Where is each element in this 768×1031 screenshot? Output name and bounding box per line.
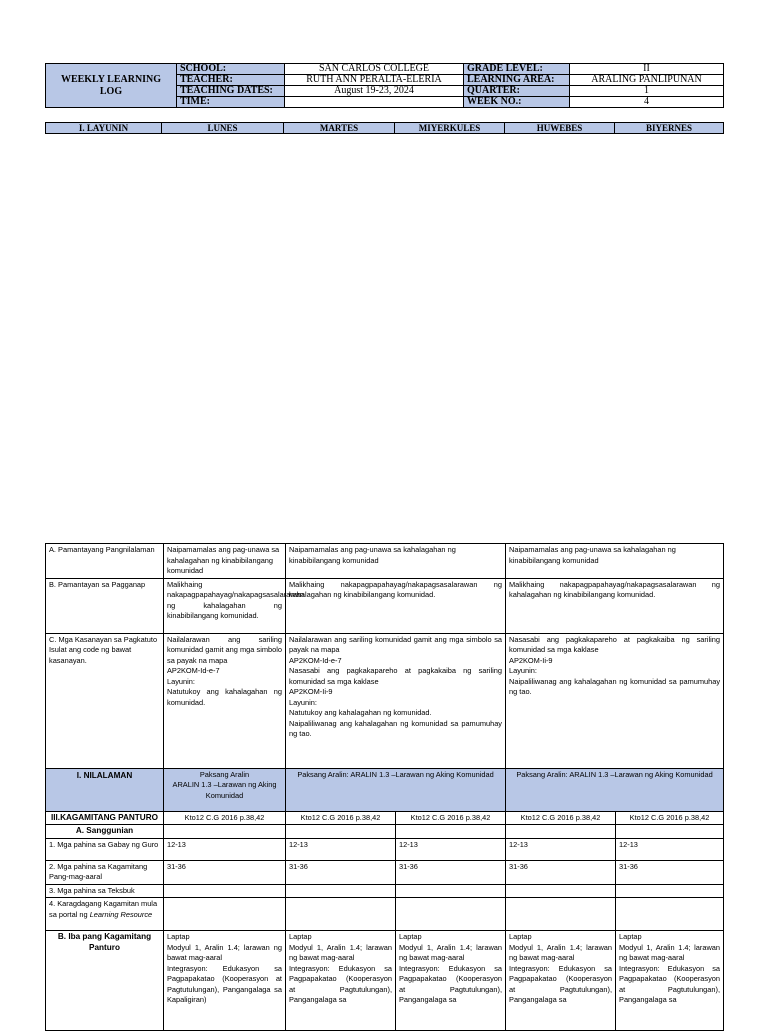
pang-mag-aaral-value: 31-36	[616, 860, 724, 884]
layunin-header: I. LAYUNIN	[46, 123, 162, 134]
table-row	[46, 825, 724, 839]
pamantayang-pangnilalaman-huwebes: Naipamamalas ang pag-unawa sa kahalagahan ng kinabibilangang komunidad	[506, 544, 724, 579]
week-no-label: WEEK NO.:	[464, 97, 570, 108]
gabay-guro-value: 12-13	[164, 838, 286, 860]
nilalaman-lunes	[164, 768, 286, 811]
pang-mag-aaral-value: 31-36	[506, 860, 616, 884]
gabay-guro-value: 12-13	[286, 838, 396, 860]
kasanayan-text: Nasasabi ang pagkakapareho at pagkakaiba ng sariling komunidad sa mga kaklase	[289, 666, 503, 686]
teacher-value: RUTH ANN PERALTA-ELERIA	[285, 75, 464, 86]
kasanayan-huwebes	[506, 633, 724, 768]
kagamitang-item: Laptap	[399, 932, 422, 941]
time-value	[285, 97, 464, 108]
kasanayan-code: AP2KOM-Ii-9	[289, 687, 333, 696]
pamantayan-pagganap-martes: Malikhaing nakapagpapahayag/nakapagsasalarawan ng kahalagahan ng kinabibilangang komunidad.	[286, 578, 506, 633]
nilalaman-martes: Paksang Aralin: ARALIN 1.3 –Larawan ng Aking Komunidad	[286, 768, 506, 811]
table-row	[46, 578, 724, 633]
kagamitang-ref: Kto12 C.G 2016 p.38,42	[286, 811, 396, 825]
table-row	[46, 838, 724, 860]
learning-resource-text: Learning Resource	[89, 909, 153, 919]
kagamitang-item: Integrasyon: Edukasyon sa Pagpapakatao (Kooperasyon at Pagtutulungan), Pangangalaga sa	[509, 963, 613, 1004]
weekly-learning-log-title: WEEKLY LEARNING LOG	[46, 64, 177, 108]
kagamitang-item: Integrasyon: Edukasyon sa Pagpapakatao (Kooperasyon at Pagtutulungan), Pangangalaga sa	[399, 963, 503, 1004]
karagdagang-text: 4. Karagdagang Kagamitan mula sa portal ng	[49, 899, 158, 919]
kagamitang-panturo-label: III.KAGAMITANG PANTURO	[46, 811, 164, 825]
pamantayan-pagganap-label: B. Pamantayan sa Pagganap	[46, 578, 164, 633]
kagamitang-item: Modyul 1, Aralin 1.4; larawan ng bawat mag-aaral	[167, 942, 282, 962]
quarter-label: QUARTER:	[464, 86, 570, 97]
biyernes-header: BIYERNES	[615, 123, 724, 134]
kagamitang-ref: Kto12 C.G 2016 p.38,42	[164, 811, 286, 825]
gabay-guro-value: 12-13	[396, 838, 506, 860]
kasanayan-label	[46, 633, 164, 768]
kasanayan-text: Nasasabi ang pagkakapareho at pagkakaiba ng sariling komunidad sa mga kaklase	[509, 634, 721, 654]
lesson-table	[45, 543, 724, 1031]
nilalaman-huwebes: Paksang Aralin: ARALIN 1.3 –Larawan ng Aking Komunidad	[506, 768, 724, 811]
kagamitang-item: Modyul 1, Aralin 1.4; larawan ng bawat mag-aaral	[399, 942, 503, 962]
sanggunian-label: A. Sanggunian	[46, 825, 164, 839]
table-row	[46, 931, 724, 1031]
table-row	[46, 898, 724, 931]
table-row	[46, 811, 724, 825]
kagamitang-item: Laptap	[509, 932, 532, 941]
week-no-value: 4	[570, 97, 724, 108]
iba-pang-lunes	[164, 931, 286, 1031]
kagamitang-item: Modyul 1, Aralin 1.4; larawan ng bawat mag-aaral	[509, 942, 613, 962]
kagamitang-item: Laptap	[167, 932, 190, 941]
layunin-text: Natutukoy ang kahalagahan ng komunidad.	[167, 687, 282, 707]
lunes-header: LUNES	[162, 123, 284, 134]
teaching-dates-label: TEACHING DATES:	[177, 86, 285, 97]
learning-area-value: ARALING PANLIPUNAN	[570, 75, 724, 86]
gabay-guro-value: 12-13	[616, 838, 724, 860]
kagamitang-item: Integrasyon: Edukasyon sa Pagpapakatao (Kooperasyon at Pagtutulungan), Pangangalaga sa	[289, 963, 392, 1004]
layunin-label: Layunin:	[509, 666, 537, 675]
paksang-aralin-label: Paksang Aralin	[199, 769, 250, 779]
kagamitang-item: Integrasyon: Edukasyon sa Pagpapakatao (Kooperasyon at Pagtutulungan), Pangangalaga sa Kapaligiran)	[167, 963, 282, 1004]
gabay-guro-label: 1. Mga pahina sa Gabay ng Guro	[46, 838, 164, 860]
kasanayan-note: Isulat ang code ng bawat kasanayan.	[49, 645, 132, 665]
table-row	[46, 768, 724, 811]
layunin-text: Natutukoy ang kahalagahan ng komunidad.	[289, 708, 432, 717]
school-label: SCHOOL:	[177, 64, 285, 75]
table-row	[46, 860, 724, 884]
teacher-label: TEACHER:	[177, 75, 285, 86]
time-label: TIME:	[177, 97, 285, 108]
teaching-dates-value: August 19-23, 2024	[285, 86, 464, 97]
kagamitang-item: Integrasyon: Edukasyon sa Pagpapakatao (Kooperasyon at Pagtutulungan), Pangangalaga sa	[619, 963, 721, 1004]
pamantayang-pangnilalaman-martes: Naipamamalas ang pag-unawa sa kahalagahan ng kinabibilangang komunidad	[286, 544, 506, 579]
kasanayan-title: C. Mga Kasanayan sa Pagkatuto	[49, 634, 158, 644]
grade-level-label: GRADE LEVEL:	[464, 64, 570, 75]
table-row	[46, 633, 724, 768]
school-value: SAN CARLOS COLLEGE	[285, 64, 464, 75]
kasanayan-text: Nailalarawan ang sariling komunidad gamit ang mga simbolo sa payak na mapa	[167, 634, 282, 665]
kagamitang-item: Modyul 1, Aralin 1.4; larawan ng bawat mag-aaral	[619, 942, 721, 962]
learning-area-label: LEARNING AREA:	[464, 75, 570, 86]
pang-mag-aaral-value: 31-36	[164, 860, 286, 884]
martes-header: MARTES	[284, 123, 395, 134]
teksbuk-label: 3. Mga pahina sa Teksbuk	[46, 884, 164, 898]
kasanayan-code: AP2KOM-Ii-9	[509, 655, 553, 665]
kasanayan-lunes	[164, 633, 286, 768]
karagdagang-label	[46, 898, 164, 931]
pang-mag-aaral-value: 31-36	[396, 860, 506, 884]
kagamitang-item: Laptap	[289, 932, 312, 941]
pang-mag-aaral-value: 31-36	[286, 860, 396, 884]
kagamitang-ref: Kto12 C.G 2016 p.38,42	[396, 811, 506, 825]
pamantayang-pangnilalaman-lunes: Naipamamalas ang pag-unawa sa kahalagahan ng kinabibilangang komunidad	[164, 544, 286, 579]
table-row	[46, 544, 724, 579]
miyerkules-header: MIYERKULES	[395, 123, 505, 134]
kagamitang-item: Modyul 1, Aralin 1.4; larawan ng bawat mag-aaral	[289, 942, 392, 962]
pamantayang-pangnilalaman-label: A. Pamantayang Pangnilalaman	[46, 544, 164, 579]
grade-level-value: II	[570, 64, 724, 75]
pamantayan-pagganap-huwebes: Malikhaing nakapagpapahayag/nakapagsasalarawan ng kahalagahan ng kinabibilangang komunidad.	[506, 578, 724, 633]
kasanayan-martes	[286, 633, 506, 768]
layunin-text: Naipaliliwanag ang kahalagahan ng komunidad sa pamumuhay ng tao.	[509, 676, 721, 696]
kasanayan-code: AP2KOM-Id-e-7	[289, 655, 342, 665]
layunin-label: Layunin:	[167, 676, 195, 686]
table-row	[46, 884, 724, 898]
kagamitang-item: Laptap	[619, 932, 642, 941]
layunin-label: Layunin:	[289, 697, 317, 707]
huwebes-header: HUWEBES	[505, 123, 615, 134]
nilalaman-label: I. NILALAMAN	[46, 768, 164, 811]
quarter-value: 1	[570, 86, 724, 97]
kagamitang-ref: Kto12 C.G 2016 p.38,42	[506, 811, 616, 825]
iba-pang-kagamitang-label: B. Iba pang Kagamitang Panturo	[46, 931, 164, 1031]
kasanayan-text: Nailalarawan ang sariling komunidad gamit ang mga simbolo sa payak na mapa	[289, 634, 503, 654]
kagamitang-ref: Kto12 C.G 2016 p.38,42	[616, 811, 724, 825]
kasanayan-code: AP2KOM-Id-e-7	[167, 666, 220, 675]
header-table	[45, 63, 724, 108]
layunin-text: Naipaliliwanag ang kahalagahan ng komunidad sa pamumuhay ng tao.	[289, 718, 503, 738]
iba-pang-martes	[286, 931, 396, 1031]
gabay-guro-value: 12-13	[506, 838, 616, 860]
iba-pang-miyerkules	[396, 931, 506, 1031]
iba-pang-huwebes	[506, 931, 616, 1031]
pamantayan-pagganap-lunes: Malikhaing nakapagpapahayag/nakapagsasalarawan ng kahalagahan ng kinabibilangang komunidad.	[164, 578, 286, 633]
day-header-table	[45, 122, 724, 134]
iba-pang-biyernes	[616, 931, 724, 1031]
paksang-aralin-text: ARALIN 1.3 –Larawan ng Aking Komunidad	[172, 780, 277, 800]
pang-mag-aaral-label: 2. Mga pahina sa Kagamitang Pang-mag-aaral	[46, 860, 164, 884]
